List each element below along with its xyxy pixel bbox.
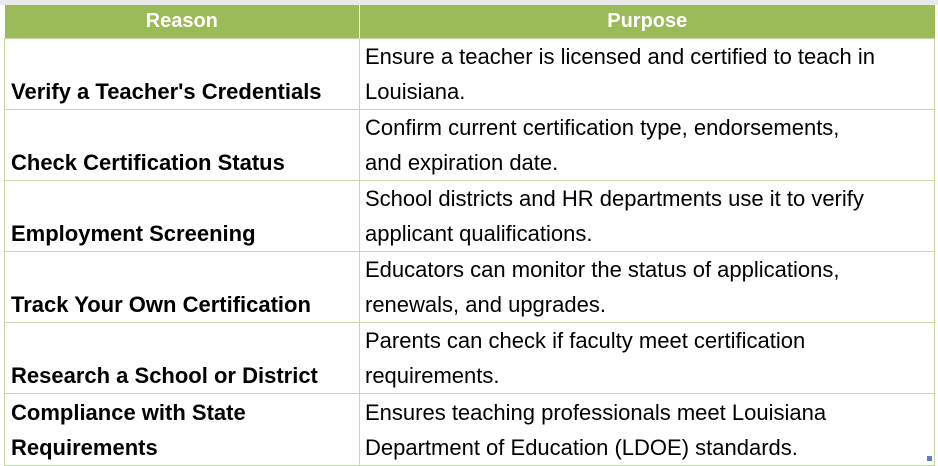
purpose-cell[interactable] <box>360 394 935 466</box>
header-purpose[interactable]: Purpose <box>360 5 935 39</box>
purpose-line: Louisiana. <box>365 79 466 104</box>
purpose-cell[interactable] <box>360 252 935 323</box>
purpose-line: Ensures teaching professionals meet Louisiana <box>365 400 827 425</box>
reason-cell[interactable]: Verify a Teacher's Credentials <box>5 39 360 110</box>
purpose-line: and expiration date. <box>365 150 559 175</box>
table-row <box>5 181 935 252</box>
purpose-cell[interactable] <box>360 39 935 110</box>
table-row <box>5 323 935 394</box>
reason-cell[interactable]: Check Certification Status <box>5 110 360 181</box>
reason-line: Requirements <box>11 435 158 460</box>
purpose-line: applicant qualifications. <box>365 221 593 246</box>
purpose-line: School districts and HR departments use it to verify <box>365 186 864 211</box>
purpose-line: renewals, and upgrades. <box>365 292 606 317</box>
purpose-line: Department of Education (LDOE) standards. <box>365 435 798 460</box>
table-row <box>5 39 935 110</box>
reason-cell[interactable]: Track Your Own Certification <box>5 252 360 323</box>
reason-cell[interactable]: Employment Screening <box>5 181 360 252</box>
purpose-line: Ensure a teacher is licensed and certified to teach in <box>365 44 875 69</box>
purpose-line: Confirm current certification type, endorsements, <box>365 115 840 140</box>
purpose-cell[interactable] <box>360 181 935 252</box>
purpose-line: Educators can monitor the status of applications, <box>365 257 840 282</box>
table-row <box>5 252 935 323</box>
purpose-cell[interactable] <box>360 323 935 394</box>
table-row <box>5 110 935 181</box>
header-reason[interactable]: Reason <box>5 5 360 39</box>
reason-line: Compliance with State <box>11 400 246 425</box>
table-row <box>5 394 935 466</box>
table-resize-handle[interactable] <box>927 456 932 461</box>
purpose-line: Parents can check if faculty meet certification <box>365 328 806 353</box>
header-row <box>5 5 935 39</box>
reason-cell[interactable] <box>5 394 360 466</box>
purpose-cell[interactable] <box>360 110 935 181</box>
reason-cell[interactable]: Research a School or District <box>5 323 360 394</box>
purpose-line: requirements. <box>365 363 500 388</box>
reasons-table <box>4 5 935 466</box>
